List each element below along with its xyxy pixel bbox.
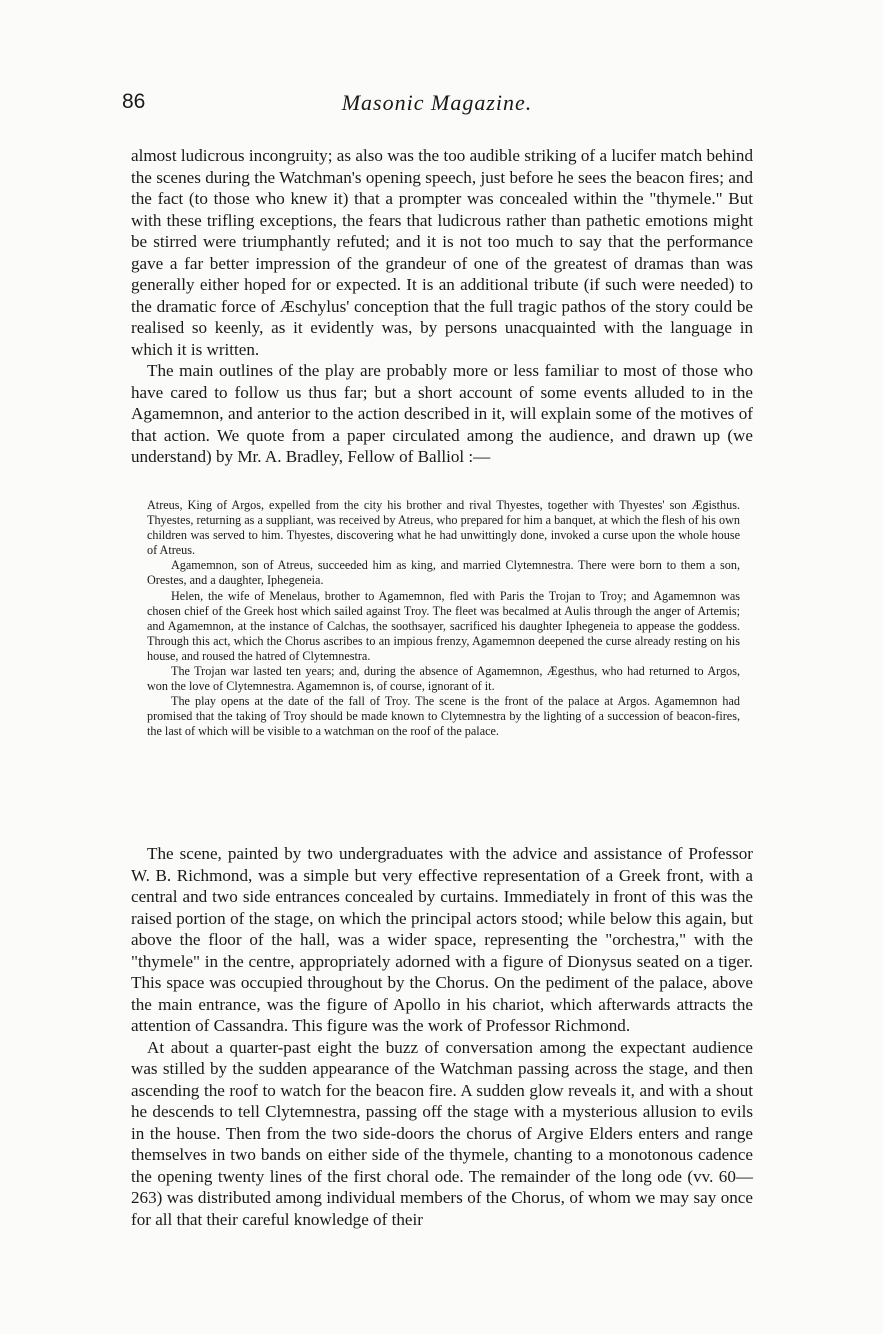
quote-paragraph-atreus: Atreus, King of Argos, expelled from the city his brother and rival Thyestes, together with Thyestes' son Ægisthus. Thyestes, returning as a suppliant, was received by Atreus, who prepared for him a banquet, at which the flesh of his own children was served to him. Thyestes, discovering what he had unwittingly done, invoked a curse upon the whole house of Atreus. xyxy=(147,498,740,558)
quote-paragraph-helen: Helen, the wife of Menelaus, brother to Agamemnon, fled with Paris the Trojan to Troy; and Agamemnon was chosen chief of the Greek host which sailed against Troy. The fleet was becalmed at Aulis through the anger of Artemis; and Agamemnon, at the instance of Calchas, the soothsayer, sacrificed his daughter Iphegeneia to appease the goddess. Through this act, which the Chorus ascribes to an impious frenzy, Agamemnon deepened the curse already resting on his house, and roused the hatred of Clytemnestra. xyxy=(147,588,740,663)
running-title: Masonic Magazine. xyxy=(341,90,533,115)
paragraph-scene: The scene, painted by two undergraduates with the advice and assistance of Professor W. B. Richmond, was a simple but very effective representation of a Greek front, with a central and two side entrances concealed by curtains. Immediately in front of this was the raised portion of the stage, on which the principal actors stood; while below this again, but above the floor of the hall, was a wider space, representing the "orchestra," with the "thymele" in the centre, appropriately adorned with a figure of Dionysus seated on a tiger. This space was occupied throughout by the Chorus. On the pediment of the palace, above the main entrance, was the figure of Apollo in his chariot, which afterwards attracts the attention of Cassandra. This figure was the work of Professor Richmond. xyxy=(131,844,753,1035)
quote-paragraph-play-opens: The play opens at the date of the fall of Troy. The scene is the front of the palace at Argos. Agamemnon had promised that the taking of Troy should be made known to Clytemnestra by the lighting of a succession of beacon-fires, the last of which will be visible to a watchman on the roof of the palace. xyxy=(147,694,740,739)
body-text-bottom xyxy=(131,843,753,1230)
quoted-synopsis xyxy=(147,498,740,740)
paragraph-play-outline: The main outlines of the play are probably more or less familiar to most of those who have cared to follow us thus far; but a short account of some events alluded to in the Agamemnon, and anterior to the action described in it, will explain some of the motives of that action. We quote from a paper circulated among the audience, and drawn up (we understand) by Mr. A. Bradley, Fellow of Balliol :— xyxy=(131,361,753,466)
paragraph-performance: At about a quarter-past eight the buzz of conversation among the expectant audience was stilled by the sudden appearance of the Watchman passing across the stage, and then ascending the roof to watch for the beacon fire. A sudden glow reveals it, and with a shout he descends to tell Clytemnestra, passing off the stage with a mysterious allusion to evils in the house. Then from the two side-doors the chorus of Argive Elders enters and range themselves in two bands on either side of the thymele, chanting to a monotonous cadence the opening twenty lines of the first choral ode. The remainder of the long ode (vv. 60—263) was distributed among individual members of the Chorus, of whom we may say once for all that their careful knowledge of their xyxy=(131,1037,753,1229)
page-header xyxy=(122,90,752,120)
quote-paragraph-trojan-war: The Trojan war lasted ten years; and, during the absence of Agamemnon, Ægesthus, who had returned to Argos, won the love of Clytemnestra. Agamemnon is, of course, ignorant of it. xyxy=(147,664,740,694)
paragraph-continued: almost ludicrous incongruity; as also was the too audible striking of a lucifer match behind the scenes during the Watchman's opening speech, just before he sees the beacon fires; and the fact (to those who knew it) that a prompter was concealed within the "thymele." But with these trifling exceptions, the fears that ludicrous rather than pathetic emotions might be stirred were triumphantly refuted; and it is not too much to say that the performance gave a far better impression of the grandeur of one of the greatest of dramas than was generally either hoped for or expected. It is an additional tribute (if such were needed) to the dramatic force of Æschylus' conception that the full tragic pathos of the story could be realised so keenly, as it evidently was, by persons unacquainted with the language in which it is written. xyxy=(131,146,753,359)
quote-paragraph-agamemnon: Agamemnon, son of Atreus, succeeded him as king, and married Clytemnestra. There were born to them a son, Orestes, and a daughter, Iphegeneia. xyxy=(147,558,740,588)
page-number: 86 xyxy=(122,90,146,113)
body-text-top xyxy=(131,145,753,468)
